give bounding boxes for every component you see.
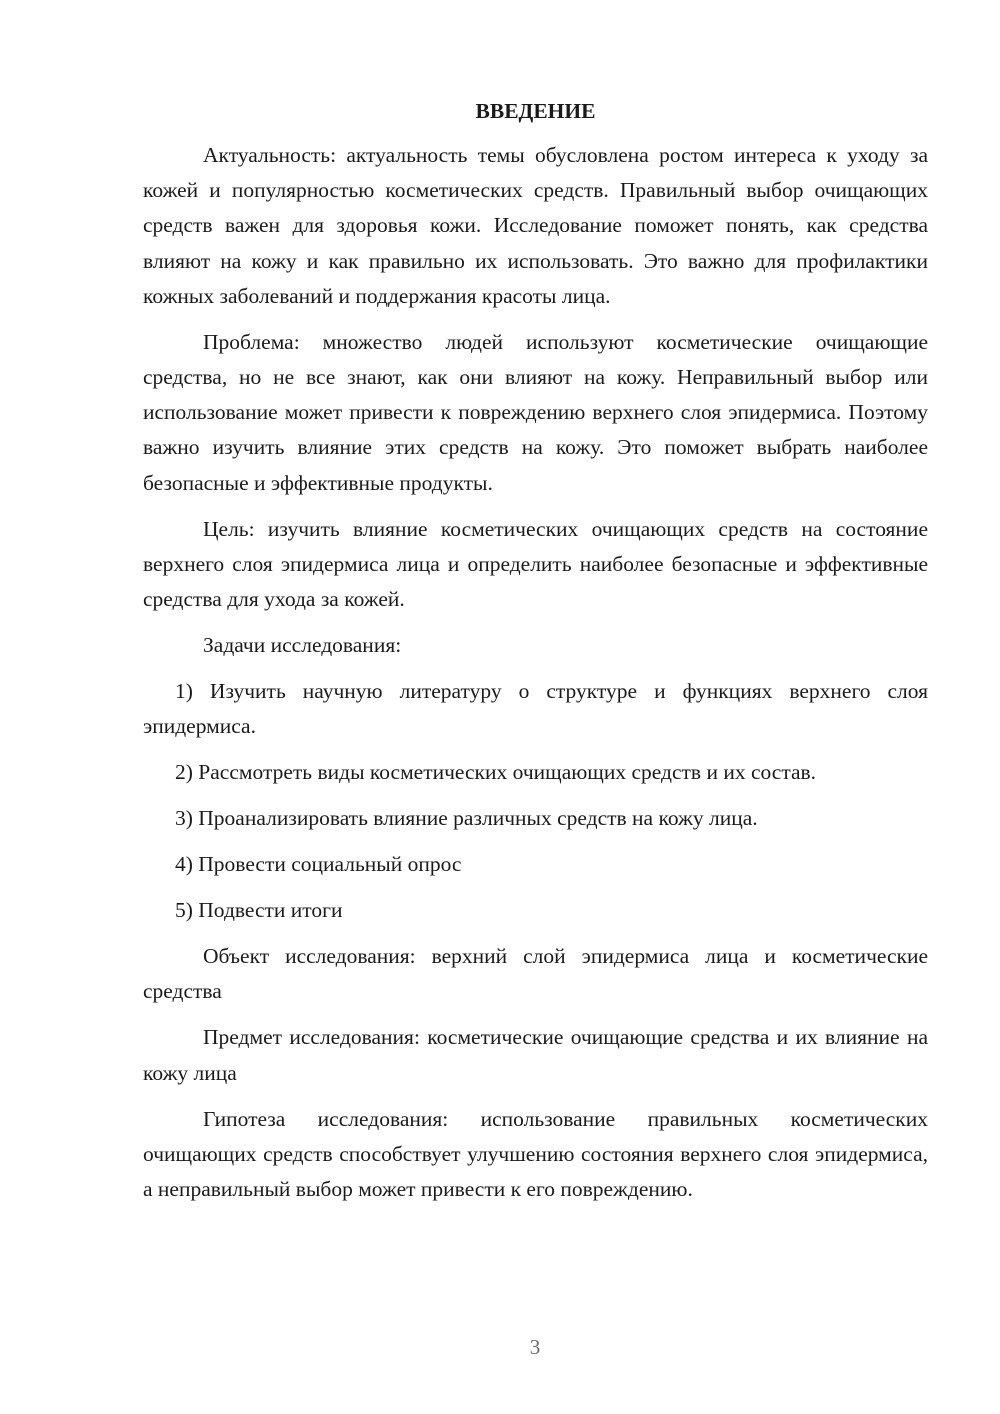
tasks-heading: Задачи исследования:: [203, 633, 402, 658]
list-item: 1) Изучить научную литературу о структуре и функциях верхнего слоя эпидермиса.: [143, 679, 928, 739]
object-paragraph: Объект исследования: верхний слой эпидермиса лица и косметические средства: [143, 944, 928, 1004]
hypothesis-paragraph: Гипотеза исследования: использование правильных косметических очищающих средств способствует улучшению состояния верхнего слоя эпидермиса, а неправильный выбор может привести к его повреждению.: [143, 1106, 928, 1202]
document-page: [143, 96, 928, 1218]
tasks-list: [143, 674, 928, 928]
page-number: 3: [529, 1335, 541, 1359]
goal-paragraph: Цель: изучить влияние косметических очищающих средств на состояние верхнего слоя эпидермиса лица и определить наиболее безопасные и эффективные средства для ухода за кожей.: [143, 516, 928, 612]
list-item: 3) Проанализировать влияние различных средств на кожу лица.: [175, 806, 758, 831]
relevance-paragraph: Актуальность: актуальность темы обусловлена ростом интереса к уходу за кожей и популярностью косметических средств. Правильный выбор очищающих средств важен для здоровья кожи. Исследование поможет понять, как средства влияют на кожу и как правильно их использовать. Это важно для профилактики кожных заболеваний и поддержания красоты лица.: [143, 143, 928, 308]
list-item: 4) Провести социальный опрос: [175, 852, 462, 877]
list-item: 2) Рассмотреть виды косметических очищающих средств и их состав.: [175, 760, 817, 785]
page-title: ВВЕДЕНИЕ: [475, 99, 596, 123]
problem-paragraph: Проблема: множество людей используют косметические очищающие средства, но не все знают, как они влияют на кожу. Неправильный выбор или использование может привести к повреждению верхнего слоя эпидермиса. Поэтому важно изучить влияние этих средств на кожу. Это поможет выбрать наиболее безопасные и эффективные продукты.: [143, 329, 928, 495]
subject-paragraph: Предмет исследования: косметические очищающие средства и их влияние на кожу лица: [143, 1025, 928, 1085]
list-item: 5) Подвести итоги: [175, 898, 343, 923]
